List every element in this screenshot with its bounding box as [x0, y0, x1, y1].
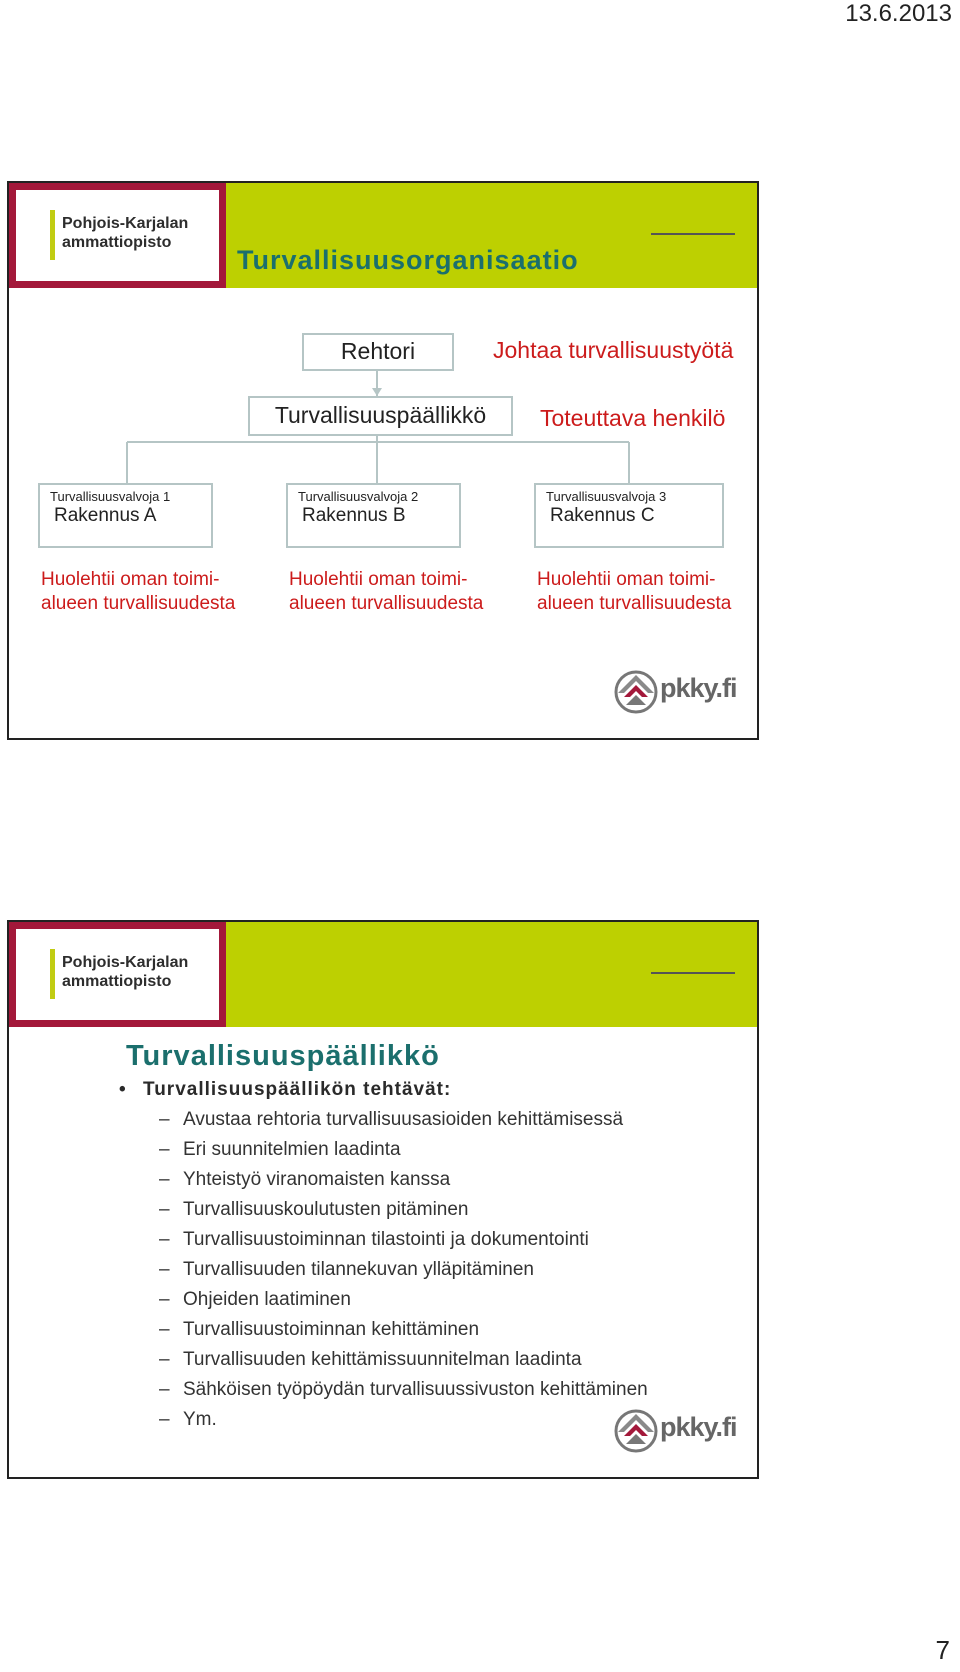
supervisor-responsibility-3: Huolehtii oman toimi- alueen turvallisuudesta — [537, 569, 732, 614]
list-item: – Sähköisen työpöydän turvallisuussivuston kehittäminen — [159, 1379, 648, 1400]
list-item: – Turvallisuustoiminnan tilastointi ja dokumentointi — [159, 1229, 589, 1250]
supervisor-responsibility-2: Huolehtii oman toimi- alueen turvallisuudesta — [289, 569, 484, 614]
list-item: – Turvallisuuden tilannekuvan ylläpitäminen — [159, 1259, 534, 1280]
list-item: – Eri suunnitelmien laadinta — [159, 1139, 401, 1160]
task-list — [159, 1105, 648, 1435]
list-item: – Turvallisuuden kehittämissuunnitelman laadinta — [159, 1349, 582, 1370]
list-item: – Yhteistyö viranomaisten kanssa — [159, 1169, 451, 1190]
bullet-heading: • Turvallisuuspäällikön tehtävät: — [119, 1079, 452, 1100]
pkky-text: pkky.fi — [660, 673, 737, 703]
header-rule — [651, 972, 735, 974]
supervisor-building: Rakennus A — [54, 505, 157, 526]
supervisor-title: Turvallisuusvalvoja 1 — [50, 489, 171, 504]
supervisor-box-1 — [38, 483, 213, 548]
pkky-emblem-icon — [614, 1408, 658, 1454]
bullet-icon: • — [119, 1079, 127, 1100]
list-item: – Ohjeiden laatiminen — [159, 1289, 351, 1310]
logo-text: Pohjois-Karjalan ammattiopisto — [62, 215, 189, 251]
list-item: – Turvallisuuskoulutusten pitäminen — [159, 1199, 469, 1220]
school-logo — [9, 922, 226, 1027]
supervisor-responsibility-1: Huolehtii oman toimi- alueen turvallisuudesta — [41, 569, 236, 614]
pkky-logo — [614, 1408, 744, 1458]
supervisor-building: Rakennus C — [550, 505, 655, 526]
org-connectors — [9, 183, 757, 740]
rehtori-box: Rehtori — [302, 333, 454, 371]
supervisor-building: Rakennus B — [302, 505, 406, 526]
slide-header — [9, 922, 757, 1027]
pkky-logo — [614, 669, 744, 719]
page-date: 13.6.2013 — [845, 0, 952, 27]
rehtori-role: Johtaa turvallisuustyötä — [493, 337, 734, 363]
supervisor-title: Turvallisuusvalvoja 3 — [546, 489, 667, 504]
pkky-text: pkky.fi — [660, 1412, 737, 1442]
logo-bar — [50, 949, 55, 999]
slide-security-manager — [7, 920, 759, 1479]
logo-text: Pohjois-Karjalan ammattiopisto — [62, 954, 189, 990]
page-number: 7 — [935, 1635, 950, 1665]
list-item: – Avustaa rehtoria turvallisuusasioiden kehittämisessä — [159, 1109, 624, 1130]
security-manager-role: Toteuttava henkilö — [540, 405, 726, 431]
list-item: – Ym. — [159, 1409, 217, 1430]
slide-organization — [7, 181, 759, 740]
pkky-emblem-icon — [614, 669, 658, 715]
security-manager-box: Turvallisuuspäällikkö — [248, 396, 513, 436]
supervisor-box-3 — [534, 483, 724, 548]
slide-title: Turvallisuuspäällikkö — [126, 1040, 440, 1072]
slide-title: Turvallisuusorganisaatio — [237, 245, 579, 275]
supervisor-box-2 — [286, 483, 461, 548]
supervisor-title: Turvallisuusvalvoja 2 — [298, 489, 419, 504]
list-item: – Turvallisuustoiminnan kehittäminen — [159, 1319, 480, 1340]
